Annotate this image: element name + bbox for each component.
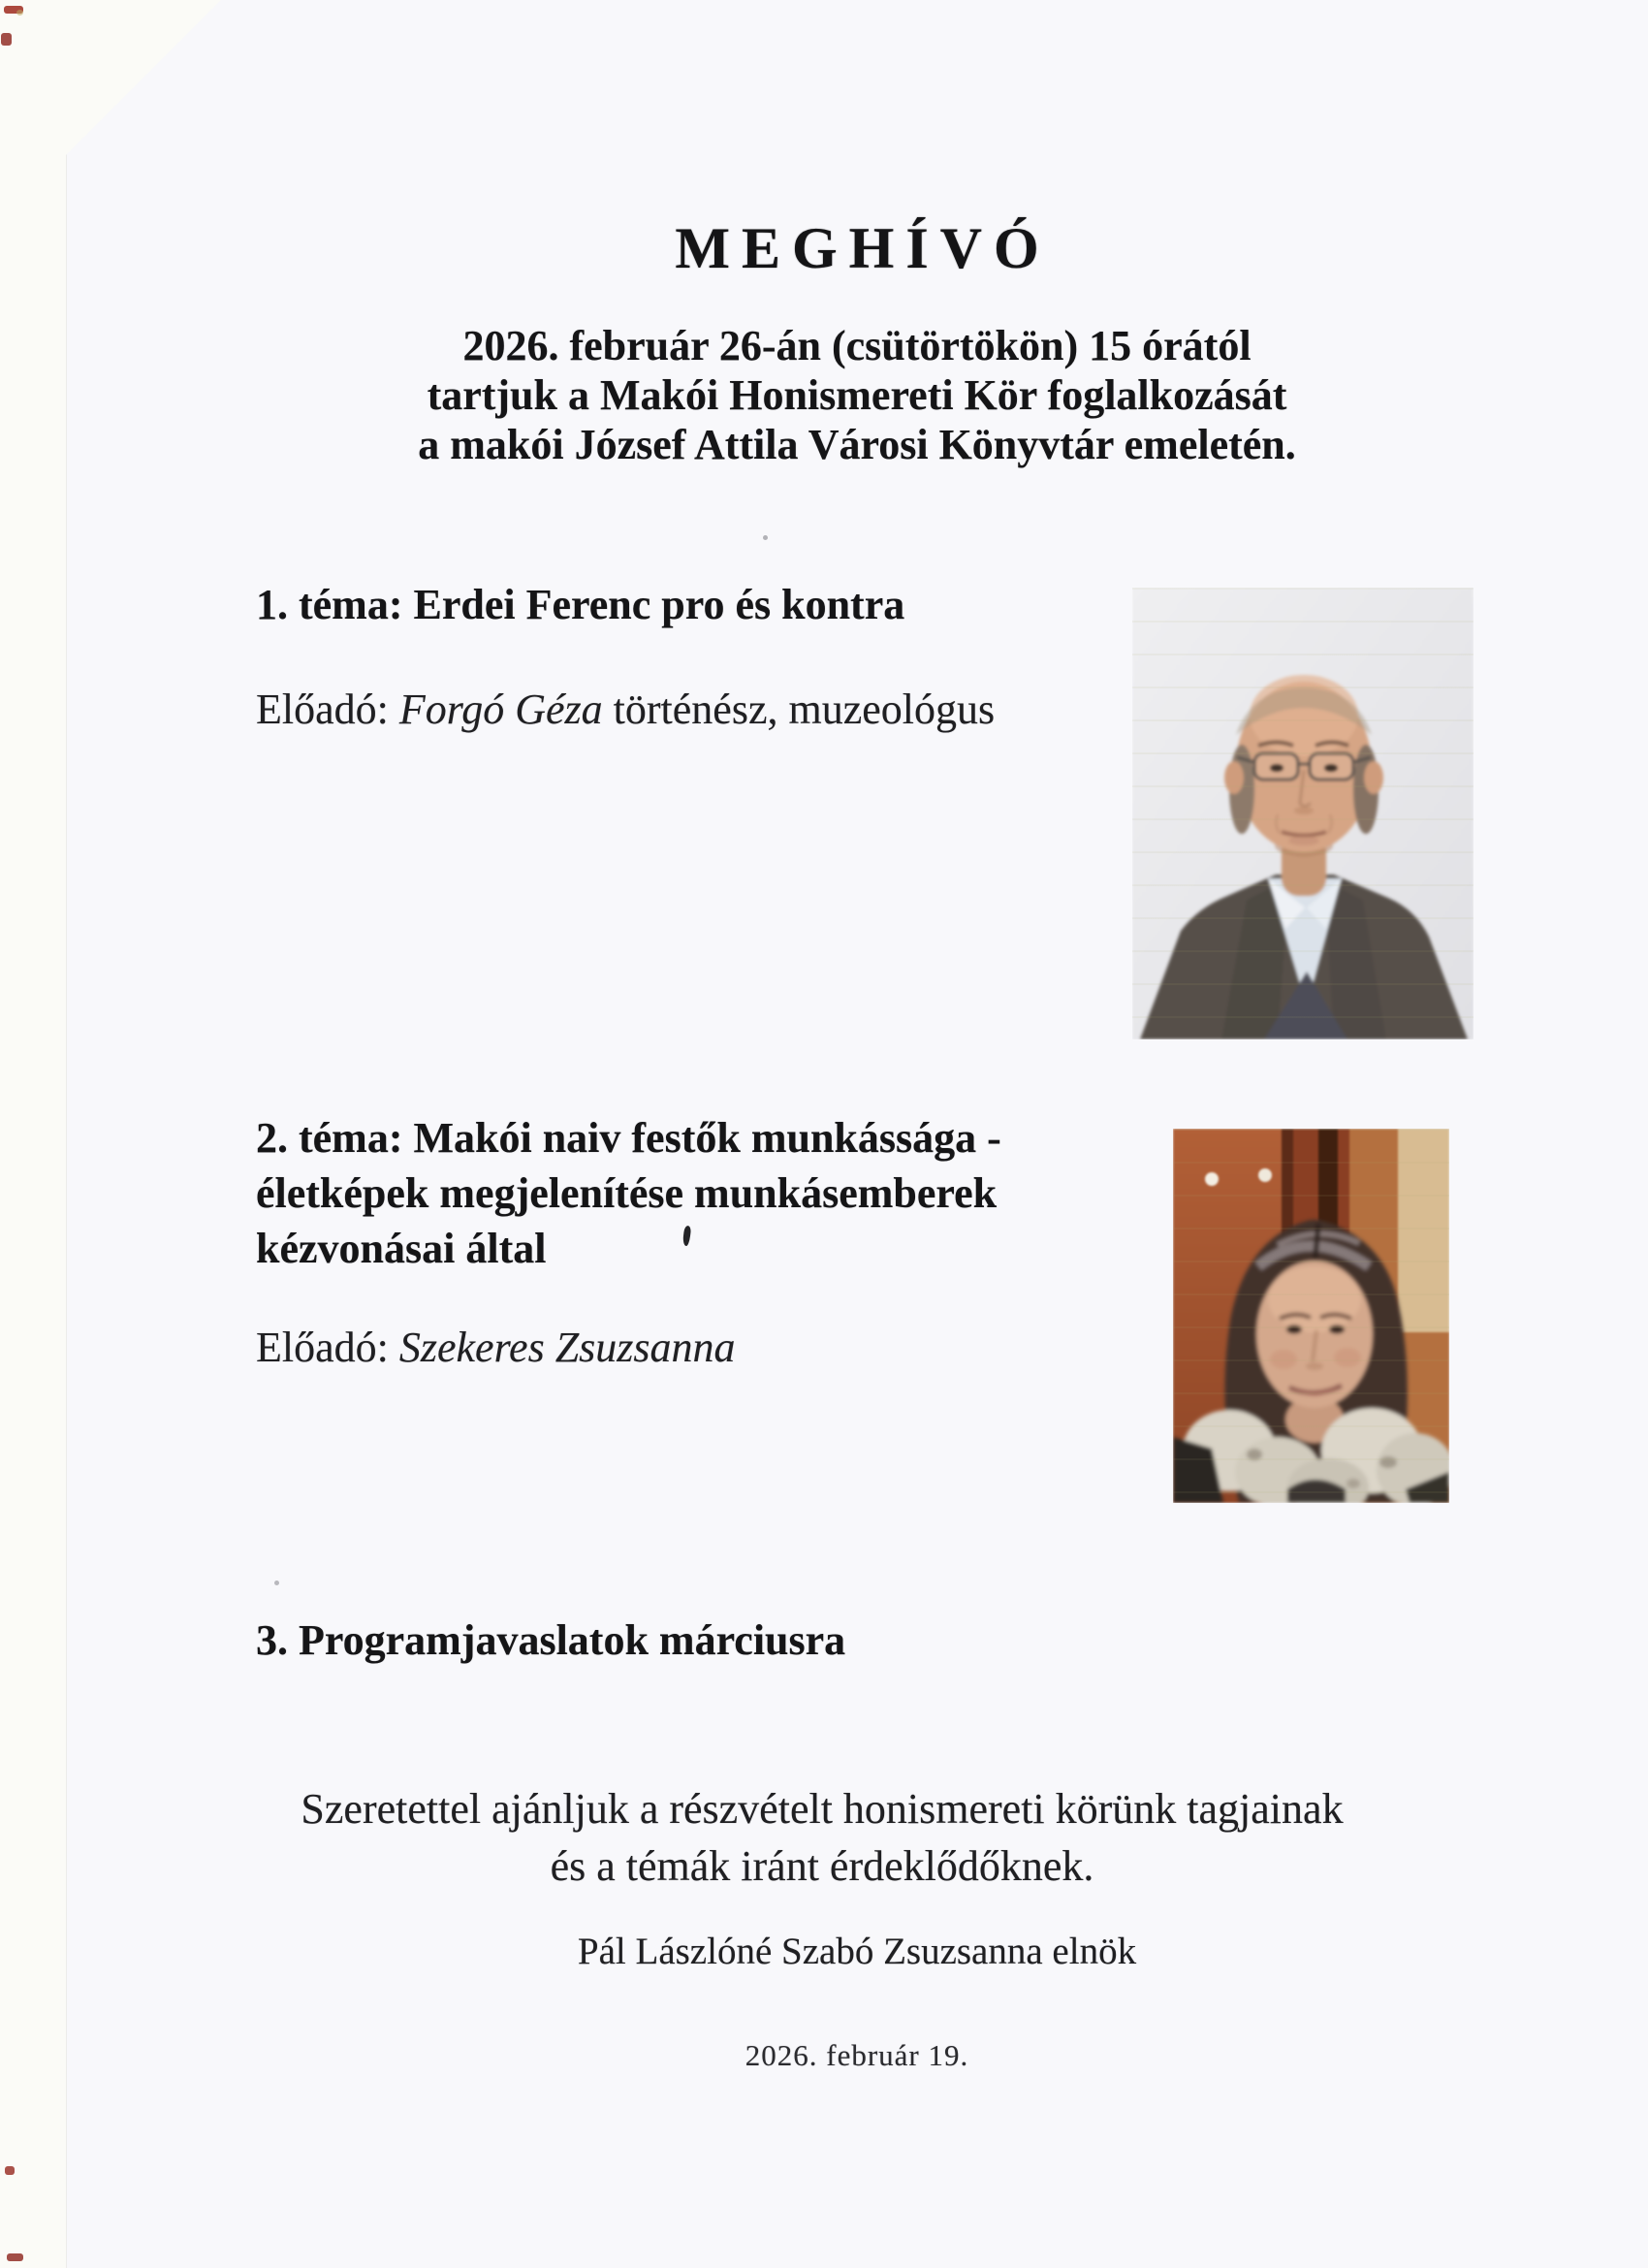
topic1-presenter-line [256, 685, 995, 734]
closing-line-2: és a témák iránt érdeklődőknek. [550, 1842, 1094, 1890]
topic2-presenter-line [256, 1323, 736, 1372]
presenter-label: Előadó: [256, 1324, 399, 1371]
portrait-man-illustration [1132, 588, 1474, 1039]
scan-artifact-red [4, 6, 23, 14]
presenter-label: Előadó: [256, 686, 399, 733]
intro-line-1: 2026. február 26-án (csütörtökön) 15 órától [462, 322, 1252, 369]
presenter-name: Forgó Géza [398, 686, 603, 733]
page-title: MEGHÍVÓ [675, 216, 1051, 280]
topic2-heading-line-1: 2. téma: Makói naiv festők munkássága - [256, 1114, 1001, 1162]
intro-line-2: tartjuk a Makói Honismereti Kör foglalkozását [427, 371, 1287, 419]
scan-artifact-red [1, 33, 12, 46]
scan-artifact-red [7, 2253, 23, 2261]
issue-date: 2026. február 19. [745, 2038, 969, 2072]
portrait-woman-illustration [1173, 1129, 1449, 1503]
signature-line: Pál Lászlóné Szabó Zsuzsanna elnök [577, 1931, 1137, 1972]
topic2-heading-line-2: életképek megjelenítése munkásemberek [256, 1169, 998, 1217]
photo-forgo-geza [1132, 588, 1474, 1039]
topic1-heading: 1. téma: Erdei Ferenc pro és kontra [256, 581, 905, 628]
presenter-name: Szekeres Zsuzsanna [398, 1324, 736, 1371]
closing-paragraph [66, 1780, 1578, 1895]
photo-szekeres-zsuzsanna [1173, 1129, 1449, 1503]
intro-line-3: a makói József Attila Városi Könyvtár emeletén. [418, 421, 1296, 468]
topic3-heading: 3. Programjavaslatok márciusra [256, 1616, 846, 1664]
scan-artifact-red [5, 2166, 15, 2175]
topic2-heading-line-3: kézvonásai által [256, 1225, 547, 1272]
scan-artifact-speck [16, 10, 23, 16]
presenter-role: történész, muzeológus [602, 686, 996, 733]
intro-paragraph [66, 321, 1648, 469]
closing-line-1: Szeretettel ajánljuk a részvételt honismereti körünk tagjainak [301, 1785, 1344, 1833]
